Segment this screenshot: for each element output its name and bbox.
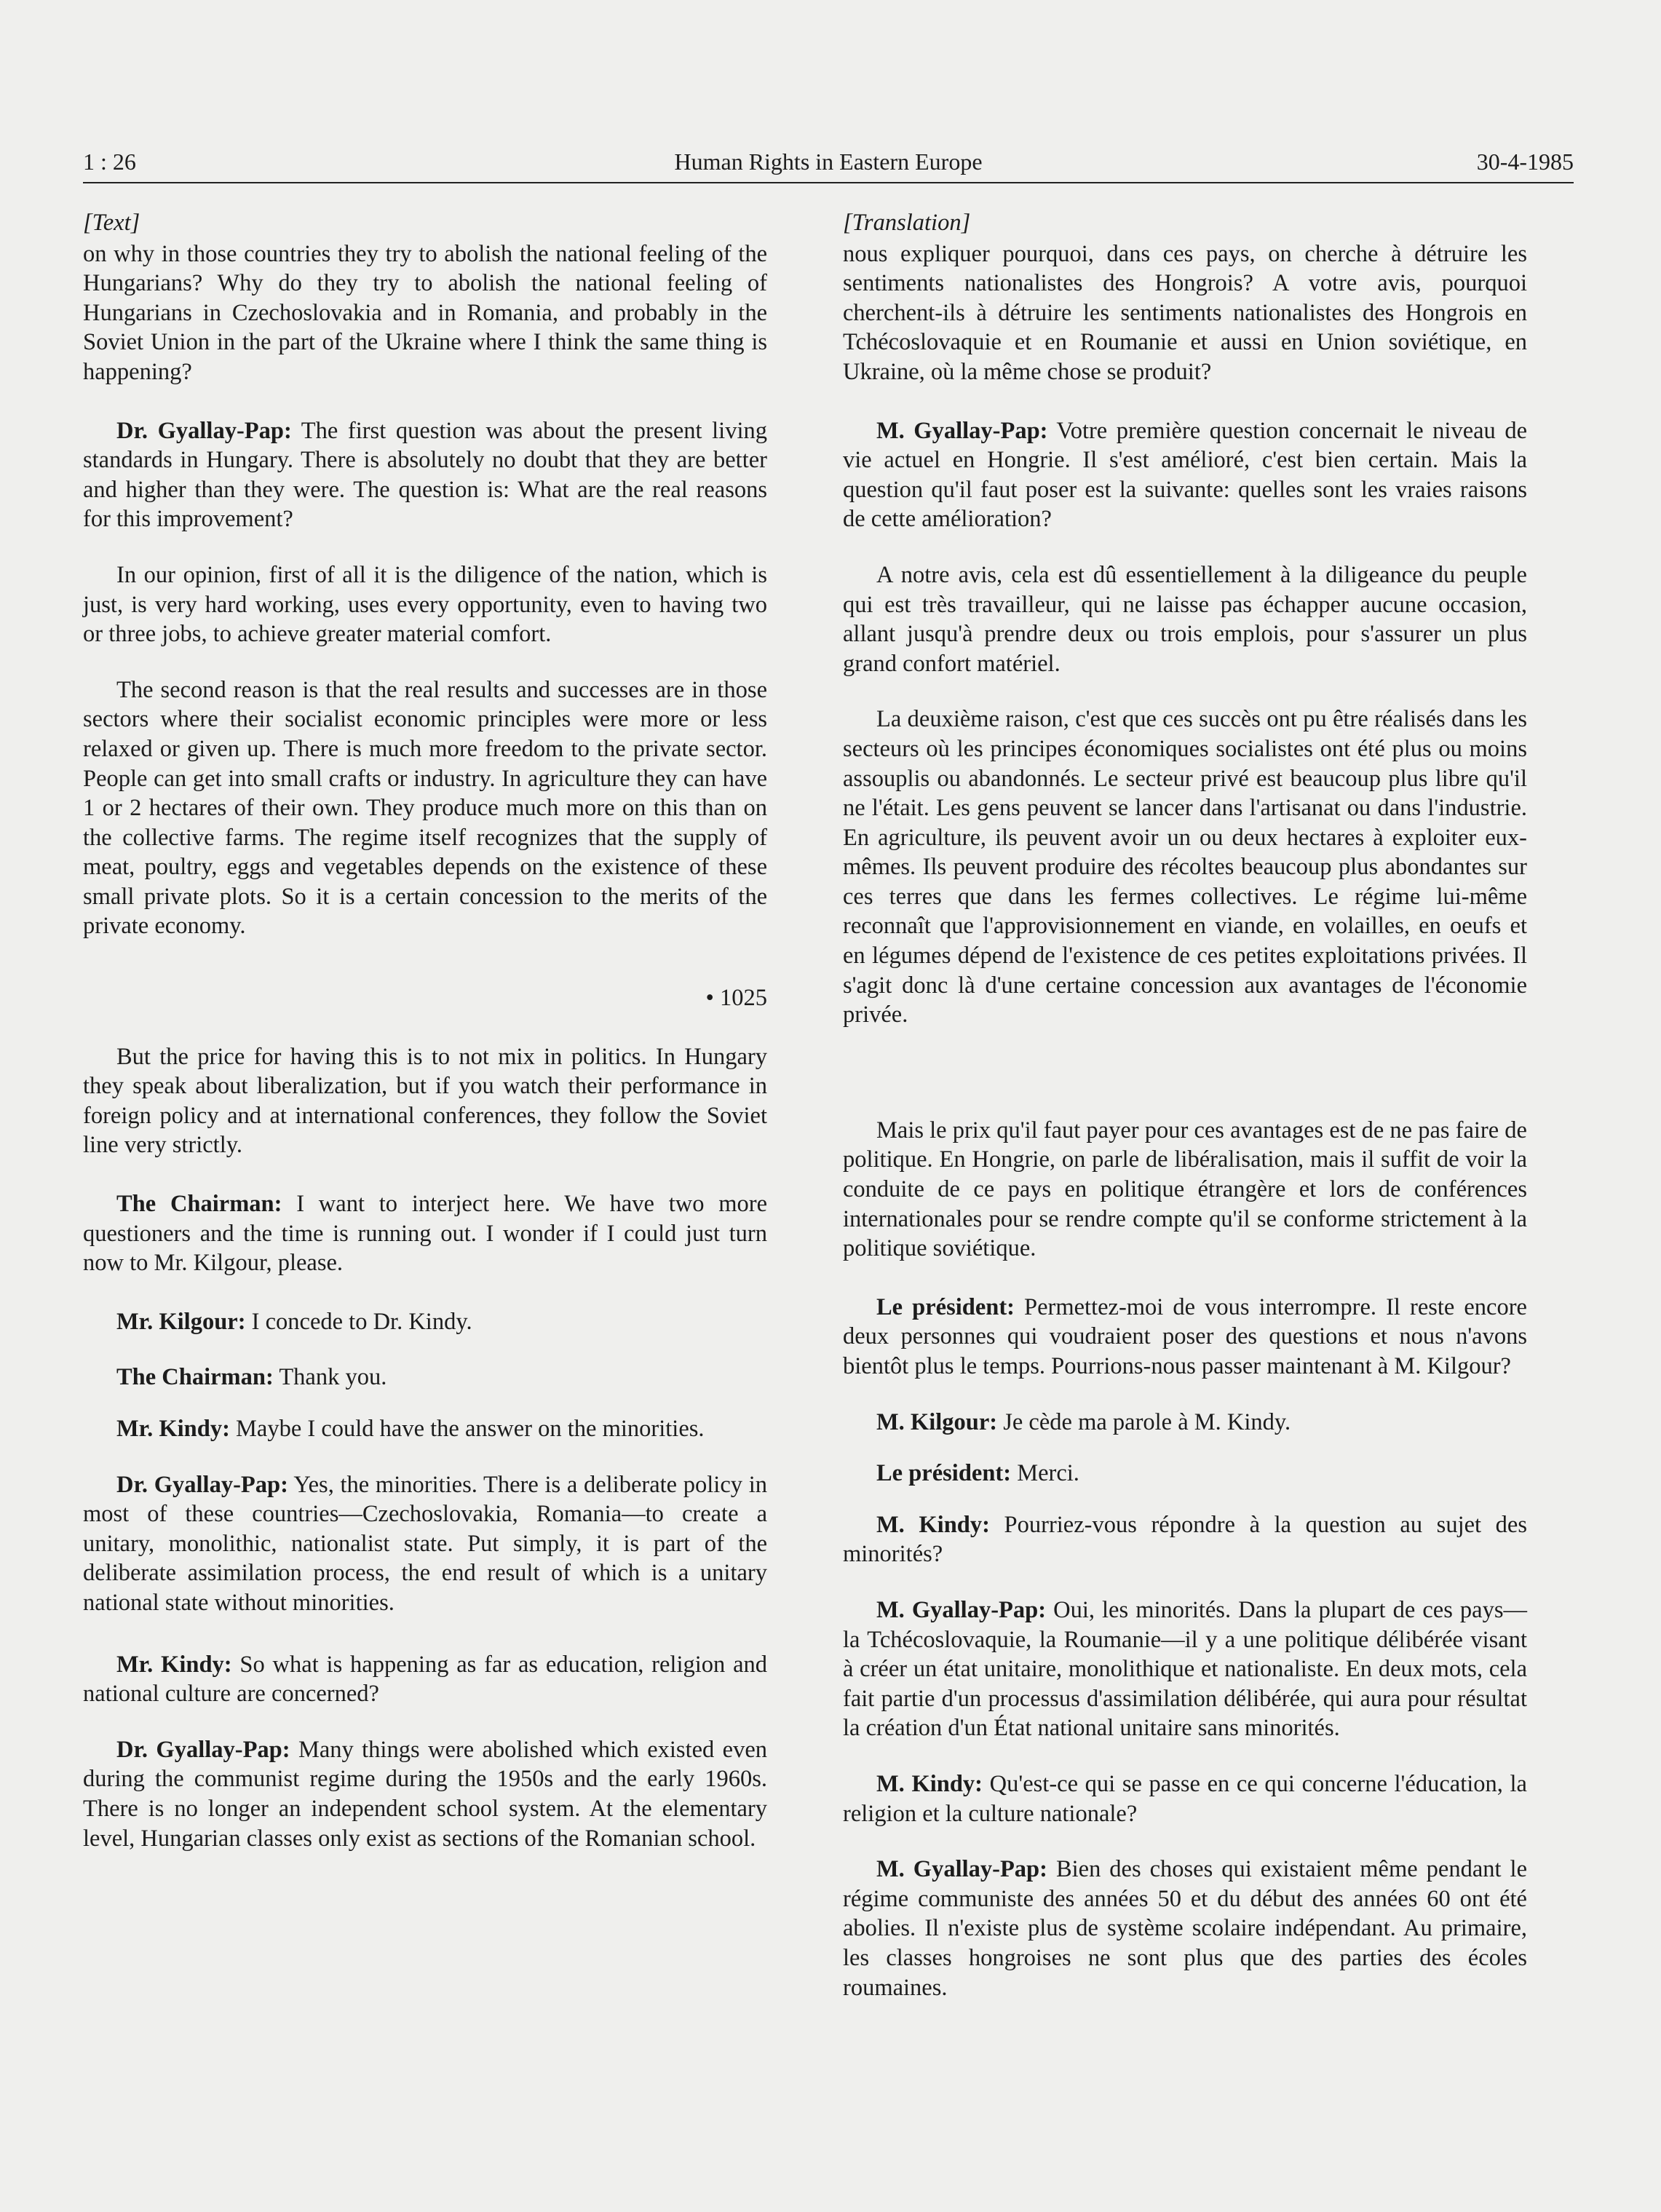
paragraph: [843, 1595, 1527, 1743]
speaker: M. Kindy:: [876, 1511, 990, 1538]
english-column: [83, 208, 767, 1876]
speech: I concede to Dr. Kindy.: [245, 1308, 472, 1335]
speech: Bien des choses qui existaient même pendant le régime communiste des années 50 et du début des années 60 ont été abolies. Il n'existe plus de système scolaire indépendant. Au primaire, les classes hongroises ne sont plus que des parties des écoles roumaines.: [843, 1856, 1527, 2001]
paragraph: [843, 1293, 1527, 1381]
paragraph: on why in those countries they try to abolish the national feeling of the Hungarians? Why do they try to abolish the national feeling of Hungarians in Czechoslovakia and in Romania, and probably in the Soviet Union in the part of the Ukraine where I think the same thing is happening?: [83, 240, 767, 385]
paragraph: [83, 1470, 767, 1618]
paragraph: [83, 1735, 767, 1853]
speech: Pourriez-vous répondre à la question au sujet des minorités?: [843, 1511, 1527, 1568]
header-date: 30-4-1985: [1476, 148, 1574, 175]
speech: I want to interject here. We have two more questioners and the time is running out. I wonder if I could just turn now to Mr. Kilgour, please.: [83, 1191, 767, 1277]
column-label: [Translation]: [843, 210, 971, 236]
speech: Je cède ma parole à M. Kindy.: [997, 1408, 1291, 1435]
speaker: The Chairman:: [116, 1191, 282, 1218]
header-rule: [83, 182, 1574, 183]
speaker: Mr. Kilgour:: [116, 1308, 246, 1335]
speech: The first question was about the present living standards in Hungary. There is absolutely no doubt that they are better and higher than they were. The question is: What are the real reasons for this improvement?: [83, 417, 767, 533]
paragraph: La deuxième raison, c'est que ces succès ont pu être réalisés dans les secteurs où les principes économiques socialistes ont été plus ou moins assouplis ou abandonnés. Le secteur privé est beaucoup plus libre qu'il ne l'était. Les gens peuvent se lancer dans l'artisanat ou dans l'industrie. En agriculture, ils peuvent avoir un ou deux hectares à exploiter eux-mêmes. Ils peuvent produire des récoltes beaucoup plus abondantes sur ces terres que dans les fermes collectives. Le régime lui-même reconnaît que l'approvisionnement en viande, en volailles, en oeufs et en légumes dépend de l'existence de ces petites exploitations privées. Il s'agit donc là d'une certaine concession aux avantages de l'économie privée.: [843, 706, 1527, 1028]
paragraph: [843, 416, 1527, 534]
paragraph: [83, 1189, 767, 1278]
speaker: Mr. Kindy:: [116, 1416, 230, 1442]
speaker: M. Gyallay-Pap:: [876, 1596, 1047, 1623]
paragraph: [843, 1855, 1527, 2002]
page-marker: • 1025: [705, 985, 767, 1012]
speaker: M. Kindy:: [876, 1770, 983, 1797]
paragraph: [83, 1414, 767, 1444]
speaker: The Chairman:: [116, 1364, 274, 1391]
speech: Permettez-moi de vous interrompre. Il reste encore deux personnes qui voudraient poser des questions et nous n'avons bientôt plus le temps. Pourrions-nous passer maintenant à M. Kilgour?: [843, 1293, 1527, 1379]
speech: Oui, les minorités. Dans la plupart de ces pays—la Tchécoslovaquie, la Roumanie—il y a une politique délibérée visant à créer un état unitaire, monolithique et nationaliste. En deux mots, cela fait partie d'un processus d'assimilation délibérée, qui aura pour résultat la création d'un État national unitaire sans minorités.: [843, 1596, 1527, 1742]
paragraph: nous expliquer pourquoi, dans ces pays, on cherche à détruire les sentiments nationalistes des Hongrois? A votre avis, pourquoi cherchent-ils à détruire les sentiments nationalistes des Hongrois en Tchécoslovaquie et en Roumanie et aussi en Union soviétique, en Ukraine, où la même chose se produit?: [843, 240, 1527, 385]
page-number: 1 : 26: [83, 148, 136, 175]
running-title: Human Rights in Eastern Europe: [674, 148, 983, 175]
speaker: Le président:: [876, 1460, 1012, 1487]
speaker: Dr. Gyallay-Pap:: [116, 417, 292, 444]
page-header: [83, 143, 1574, 181]
paragraph: [83, 1363, 767, 1392]
speech: Votre première question concernait le niveau de vie actuel en Hongrie. Il s'est amélioré, c'est bien certain. Mais la question qu'il faut poser est la suivante: quelles sont les vraies raisons de cette amélioration?: [843, 417, 1527, 533]
speech: Merci.: [1011, 1460, 1079, 1487]
speech: Qu'est-ce qui se passe en ce qui concerne l'éducation, la religion et la culture nationale?: [843, 1770, 1527, 1827]
paragraph: [843, 1459, 1527, 1488]
speaker: M. Gyallay-Pap:: [876, 1856, 1047, 1883]
paragraph: The second reason is that the real results and successes are in those sectors where their socialist economic principles were more or less relaxed or given up. There is much more freedom to the private sector. People can get into small crafts or industry. In agriculture they can have 1 or 2 hectares of their own. They produce much more on this than on the collective farms. The regime itself recognizes that the supply of meat, poultry, eggs and vegetables depends on the existence of these small private plots. So it is a certain concession to the merits of the private economy.: [83, 676, 767, 940]
speaker: Mr. Kindy:: [116, 1651, 232, 1678]
speaker: Le président:: [876, 1293, 1015, 1320]
speech: Many things were abolished which existed even during the communist regime during the 1950s and the early 1960s. There is no longer an independent school system. At the elementary level, Hungarian classes only exist as sections of the Romanian school.: [83, 1736, 768, 1852]
speaker: M. Kilgour:: [876, 1408, 998, 1435]
column-label: [Text]: [83, 210, 140, 236]
speech: So what is happening as far as education, religion and national culture are concerned?: [83, 1651, 767, 1708]
paragraph: But the price for having this is to not mix in politics. In Hungary they speak about liberalization, but if you watch their performance in foreign policy and at international conferences, they follow the Soviet line very strictly.: [83, 1043, 767, 1159]
paragraph: In our opinion, first of all it is the diligence of the nation, which is just, is very hard working, uses every opportunity, even to having two or three jobs, to achieve greater material comfort.: [83, 561, 767, 648]
paragraph: [83, 416, 767, 534]
paragraph: [843, 1408, 1527, 1438]
speech: Yes, the minorities. There is a deliberate policy in most of these countries—Czechoslovakia, Romania—to create a unitary, monolithic, nationalist state. Put simply, it is part of the deliberate assimilation process, the end result of which is a unitary national state without minorities.: [83, 1471, 767, 1616]
paragraph: [843, 1510, 1527, 1569]
speech: Thank you.: [273, 1364, 387, 1391]
paragraph: A notre avis, cela est dû essentiellement à la diligeance du peuple qui est très travailleur, qui ne laisse pas échapper aucune occasion, allant jusqu'à prendre deux ou trois emplois, pour s'assurer un plus grand confort matériel.: [843, 561, 1527, 677]
speaker: M. Gyallay-Pap:: [876, 417, 1048, 444]
french-column: [843, 208, 1527, 2026]
paragraph: [83, 1307, 767, 1337]
paragraph: [843, 1769, 1527, 1828]
speaker: Dr. Gyallay-Pap:: [116, 1736, 290, 1763]
speaker: Dr. Gyallay-Pap:: [116, 1471, 288, 1498]
paragraph: Mais le prix qu'il faut payer pour ces avantages est de ne pas faire de politique. En Hongrie, on parle de libéralisation, mais il suffit de voir la conduite de ce pays en politique étrangère et lors de conférences internationales pour se rendre compte qu'il se conforme strictement à la politique soviétique.: [843, 1117, 1527, 1262]
speech: Maybe I could have the answer on the minorities.: [229, 1416, 705, 1442]
paragraph: [83, 1650, 767, 1709]
